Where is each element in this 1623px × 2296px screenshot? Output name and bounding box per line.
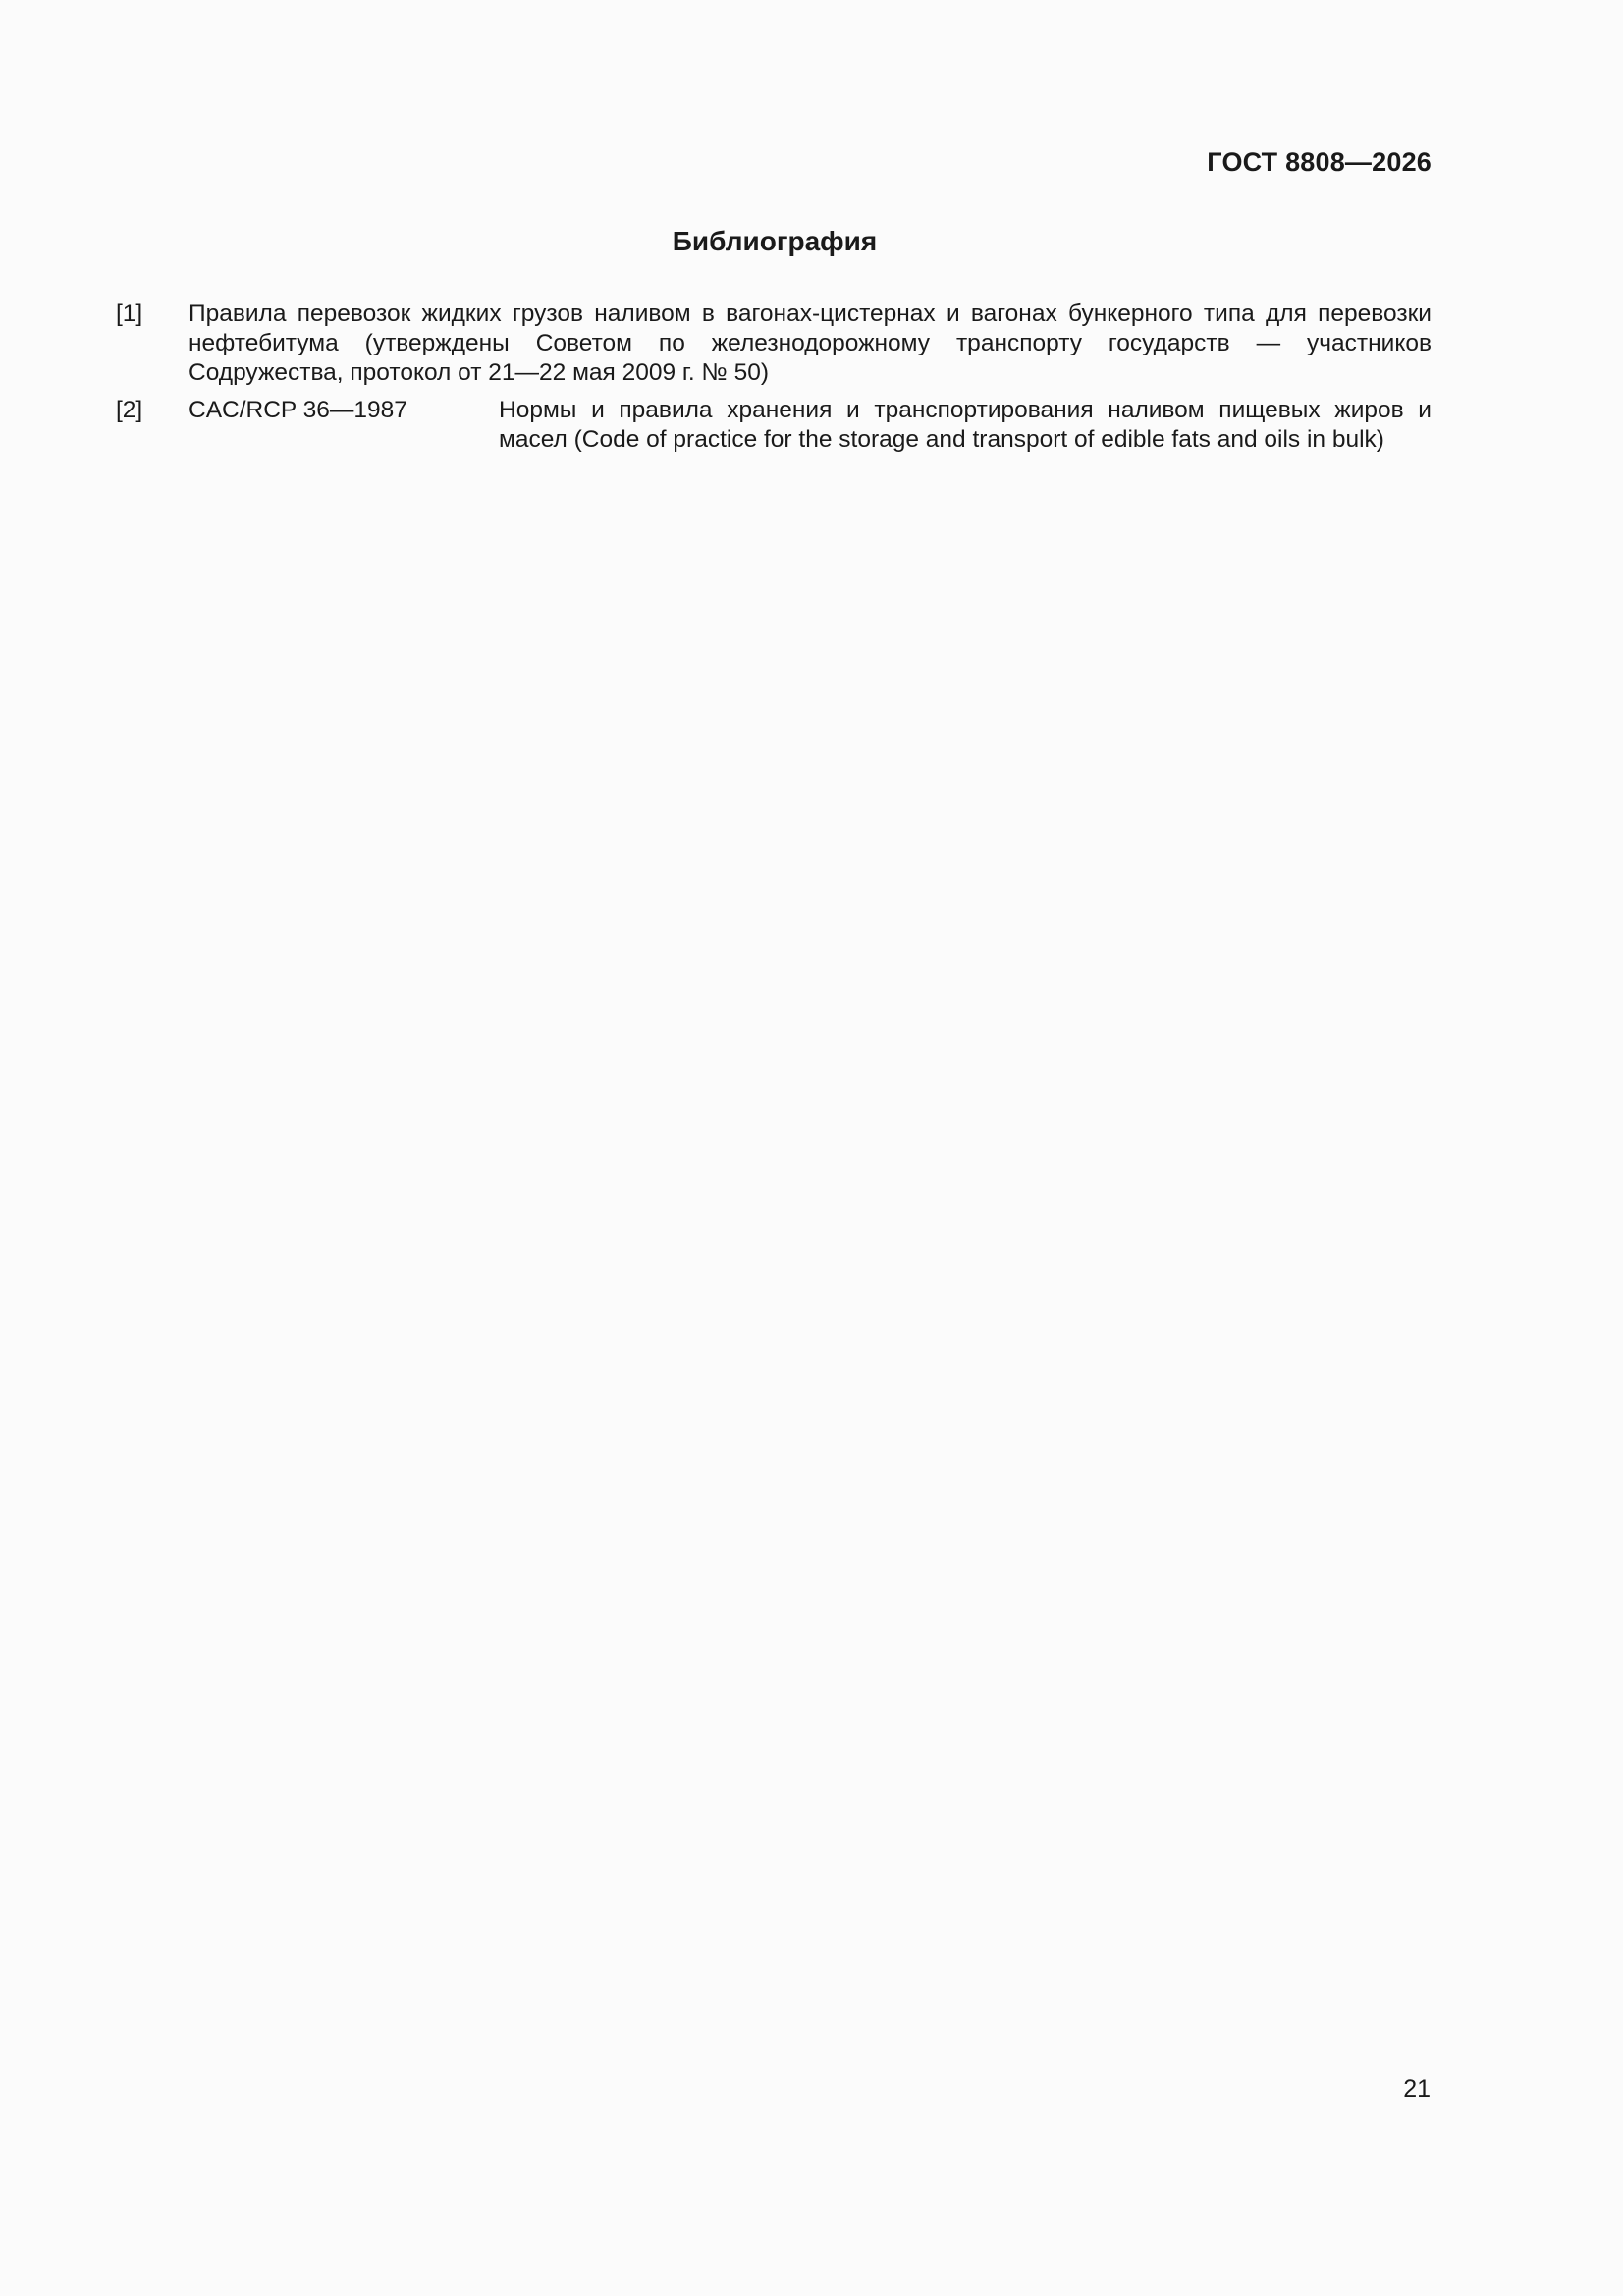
bibliography-entry-1 [116,300,1432,388]
bibliography-entry-text: Нормы и правила хранения и транспортирования наливом пищевых жиров и масел (Code of practice for the storage and transport of edible fats and oils in bulk) [499,397,1432,453]
bibliography-list [116,300,1432,463]
bibliography-entry-code: CAC/RCP 36—1987 [189,397,407,423]
page-number: 21 [1403,2075,1431,2103]
section-title: Библиография [672,226,878,256]
bibliography-entry-number: [2] [116,397,143,423]
standard-id-header: ГОСТ 8808—2026 [1207,147,1432,177]
bibliography-entry-number: [1] [116,301,143,327]
bibliography-entry-2 [116,396,1432,455]
bibliography-entry-text: Правила перевозок жидких грузов наливом в вагонах-цистернах и вагонах бункерного типа для перевозки нефтебитума (утверждены Советом по железнодорожному транспорту государств — участников Содружества, протокол от 21—22 мая 2009 г. № 50) [189,301,1432,386]
